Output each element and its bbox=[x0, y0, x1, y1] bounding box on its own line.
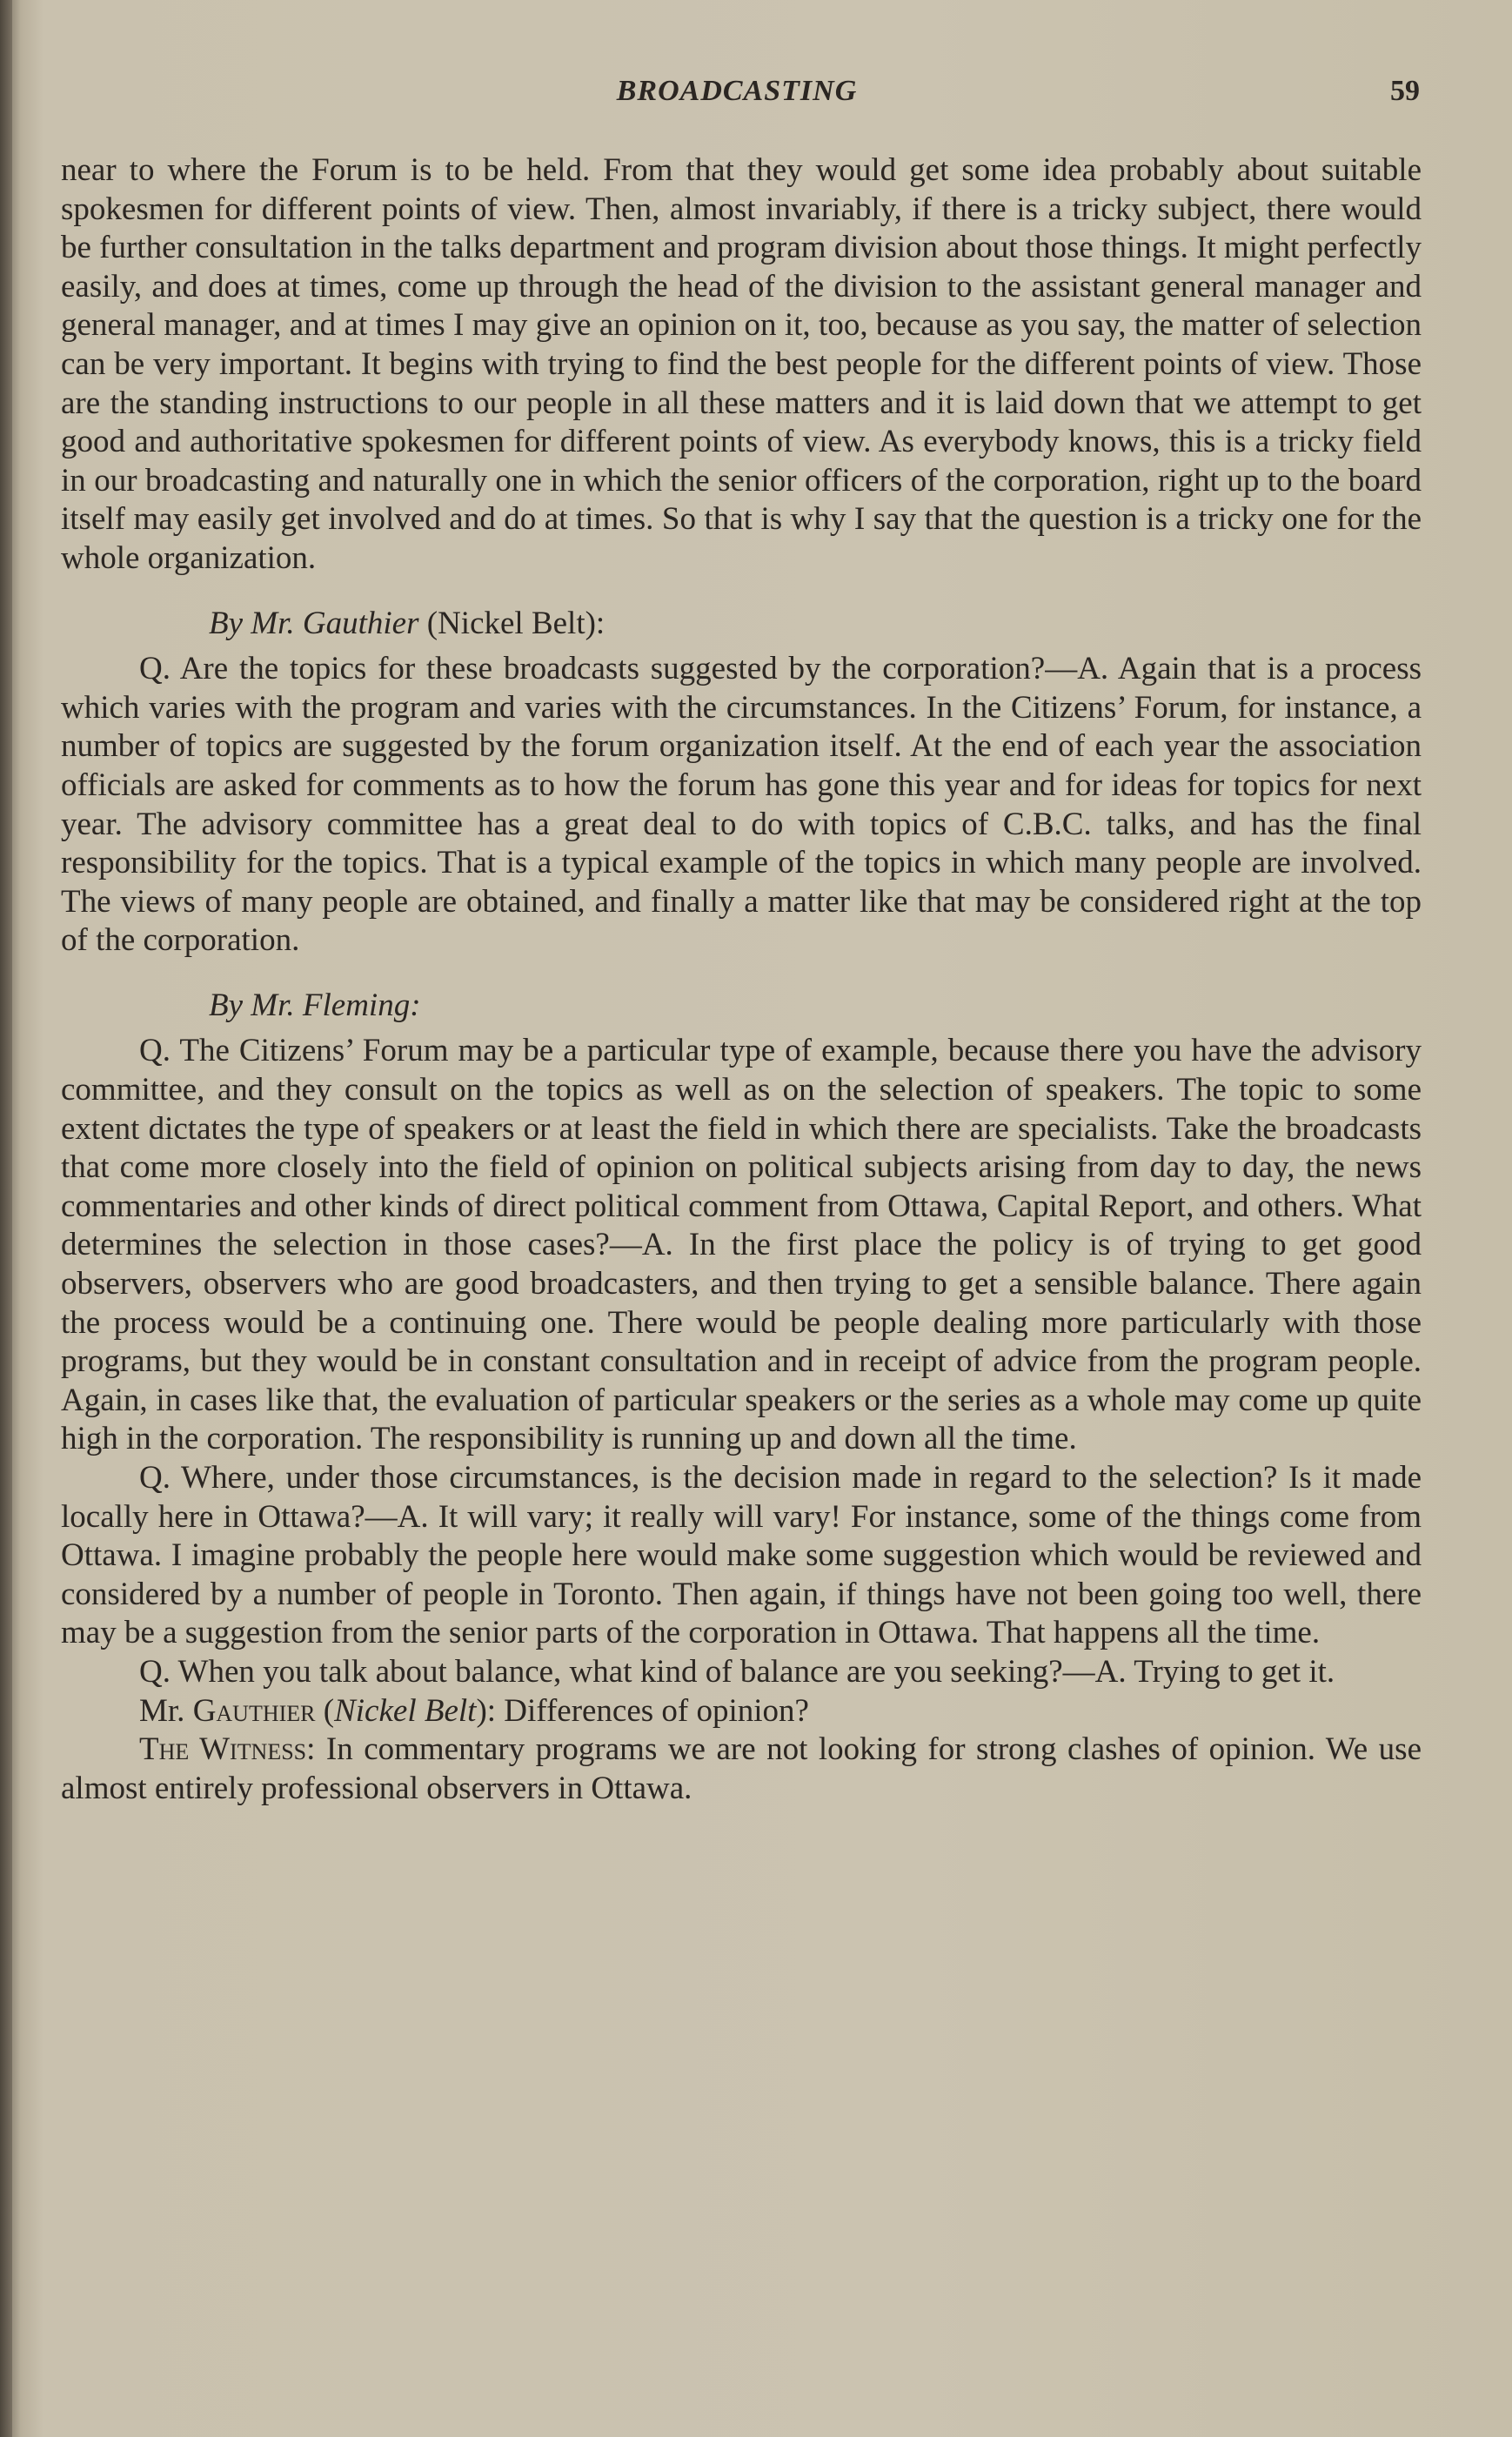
paragraph-question-decision: Q. Where, under those circumstances, is the decision made in regard to the selection? Is it made locally here in Ottawa?—A. It will vary; it really will vary! For instance, some of the things come from Ottawa. I imagine probably the people here would make some suggestion which would be reviewed and considered by a number of people in Toronto. Then again, if things have not been going too well, there may be a suggestion from the senior parts of the corporation in Ottawa. That happens all the time. bbox=[61, 1460, 1422, 1651]
page-binding-edge bbox=[0, 0, 12, 2437]
witness-answer-text: In commentary programs we are not looking for strong clashes of opinion. We use almost entirely professional observers in Ottawa. bbox=[61, 1731, 1422, 1806]
speaker-heading-fleming-name: By Mr. Fleming: bbox=[209, 987, 421, 1023]
speaker-heading-gauthier-riding: (Nickel Belt): bbox=[418, 605, 605, 641]
speaker-name-gauthier: Gauthier bbox=[192, 1692, 316, 1729]
paragraph-question-citizens-forum: Q. The Citizens’ Forum may be a particular type of example, because there you have the advisory committee, and they consult on the topics as well as on the selection of speakers. The topic to some extent dictates the type of speakers or at least the field in which there are specialists. Take the broadcasts that come more closely into the field of opinion on political subjects arising from day to day, the news commentaries and other kinds of direct political comment from Ottawa, Capital Report, and others. What determines the selection in those cases?—A. In the first place the policy is of trying to get good observers, observers who are good broadcasters, and then trying to get a sensible balance. There again the process would be a continuing one. There would be people dealing more particularly with those programs, but they would be in constant consultation and in receipt of advice from the program people. Again, in cases like that, the evaluation of particular speakers or the series as a whole may come up quite high in the corporation. The responsibility is running up and down all the time. bbox=[61, 1033, 1422, 1457]
paragraph-continuation: near to where the Forum is to be held. From that they would get some idea probably about suitable spokesmen for different points of view. Then, almost invariably, if there is a tricky subject, there would be further consultation in the talks department and program division about those things. It might perfectly easily, and does at times, come up through the head of the division to the assistant general manager and general manager, and at times I may give an opinion on it, too, because as you say, the matter of selection can be very important. It begins with trying to find the best people for the different points of view. Those are the standing instructions to our people in all these matters and it is laid down that we attempt to get good and authoritative spokesmen for different points of view. As everybody knows, this is a tricky field in our broadcasting and naturally one in which the senior officers of the corporation, right up to the board itself may easily get involved and do at times. So that is why I say that the question is a tricky one for the whole organization. bbox=[61, 152, 1422, 576]
interjection-text: Differences of opinion? bbox=[504, 1692, 809, 1729]
speaker-heading-fleming bbox=[61, 987, 1422, 1026]
page-header bbox=[0, 75, 1512, 113]
paragraph-gauthier-interjection: Mr. Gauthier (Nickel Belt): Differences of opinion? bbox=[139, 1692, 809, 1729]
paragraph-question-balance: Q. When you talk about balance, what kind of balance are you seeking?—A. Trying to get it. bbox=[139, 1653, 1335, 1690]
running-title: BROADCASTING bbox=[616, 75, 858, 107]
speaker-riding: Nickel Belt bbox=[334, 1692, 477, 1729]
speaker-heading-gauthier-name: By Mr. Gauthier bbox=[209, 605, 419, 641]
speaker-name-witness: The Witness bbox=[139, 1731, 307, 1768]
paragraph-witness-answer: The Witness: In commentary programs we are not looking for strong clashes of opinion. We use almost entirely professional observers in Ottawa. bbox=[61, 1731, 1422, 1806]
page-body bbox=[61, 151, 1422, 1808]
speaker-prefix: Mr. bbox=[139, 1692, 193, 1729]
speaker-heading-gauthier bbox=[61, 605, 1422, 644]
page-number: 59 bbox=[1390, 75, 1420, 107]
paragraph-question-topics: Q. Are the topics for these broadcasts suggested by the corporation?—A. Again that is a process which varies with the program and varies with the circumstances. In the Citizens’ Forum, for instance, a number of topics are suggested by the forum organization itself. At the end of each year the association officials are asked for comments as to how the forum has gone this year and for ideas for topics for next year. The advisory committee has a great deal to do with topics of C.B.C. talks, and has the final responsibility for the topics. That is a typical example of the topics in which many people are involved. The views of many people are obtained, and finally a matter like that may be considered right at the top of the corporation. bbox=[61, 651, 1422, 959]
